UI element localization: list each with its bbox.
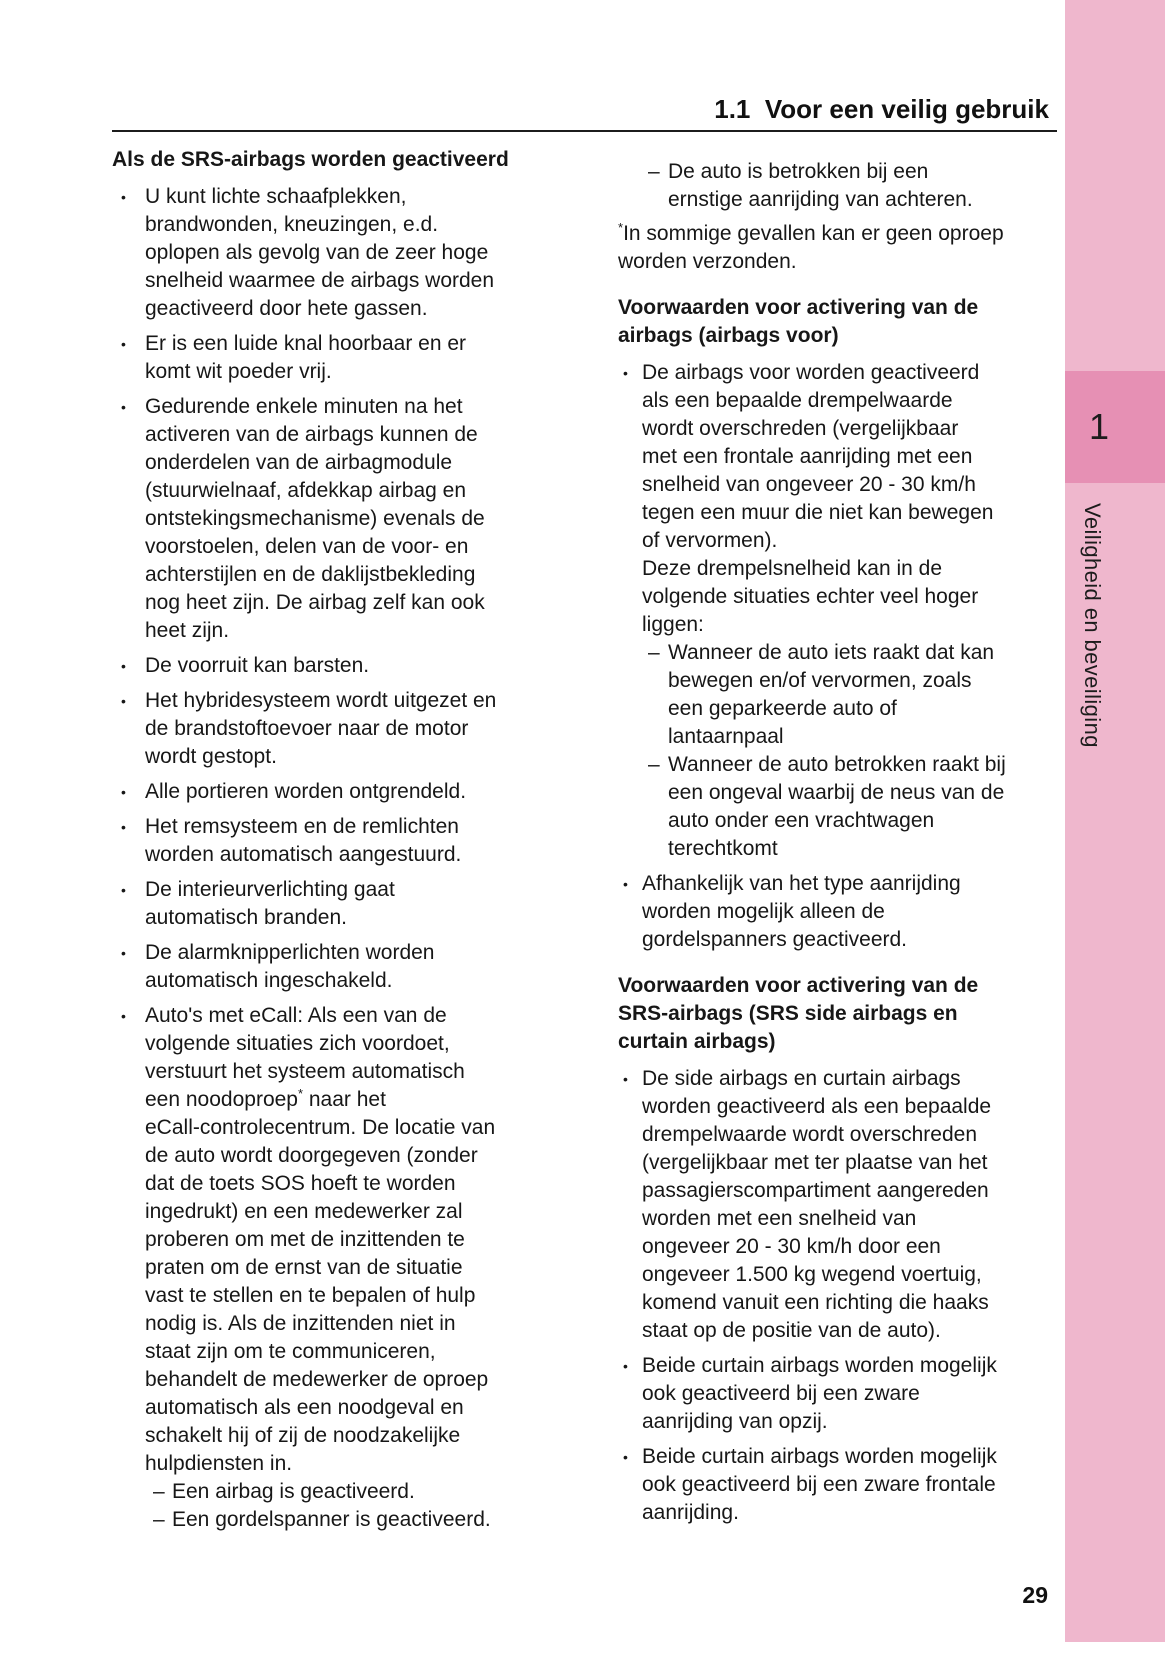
page-number: 29 xyxy=(1022,1582,1048,1608)
bullet-marker: • xyxy=(121,819,126,835)
left-column xyxy=(112,146,552,1534)
bullet-item xyxy=(618,870,1048,954)
bullet-text: Beide curtain airbags worden mogelijk ook geactiveerd bij een zware aanrijding van opzij. xyxy=(642,1354,997,1433)
bullet-item xyxy=(618,1443,1048,1527)
bullet-text: De side airbags en curtain airbags worden geactiveerd als een bepaalde drempelwaarde wordt overschreden (vergelijkbaar met ter plaatse van het passagierscompartiment aangereden worden met een snelheid van ongeveer 20 - 30 km/h door een ongeveer 1.500 kg wegend voertuig, komend vanuit een richting die haaks staat op de positie van de auto). xyxy=(642,1067,992,1342)
dash-text: Wanneer de auto iets raakt dat kan bewegen en/of vervormen, zoals een geparkeerde auto of lantaarnpaal xyxy=(668,641,995,748)
bullet-text: Het remsysteem en de remlichten worden automatisch aangestuurd. xyxy=(145,815,462,866)
bullet-item xyxy=(112,183,552,323)
bullet-text: Afhankelijk van het type aanrijding worden mogelijk alleen de gordelspanners geactiveerd. xyxy=(642,872,961,951)
bullet-item xyxy=(112,652,552,680)
footnote: *In sommige gevallen kan er geen oproep worden verzonden. xyxy=(618,220,1004,273)
bullet-marker: • xyxy=(623,1449,628,1465)
dash-item xyxy=(112,1478,552,1506)
section-heading: Voorwaarden voor activering van de airbags (airbags voor) xyxy=(618,296,979,347)
bullet-item xyxy=(112,687,552,771)
bullet-text: De airbags voor worden geactiveerd als een bepaalde drempelwaarde wordt overschreden (vergelijkbaar met een frontale aanrijding met een snelheid van ongeveer 20 - 30 km/h tegen een muur die niet kan bewegen of vervormen). xyxy=(642,361,994,552)
dash-text: Een gordelspanner is geactiveerd. xyxy=(172,1508,491,1531)
dash-marker: – xyxy=(153,1480,165,1503)
bullet-text: Beide curtain airbags worden mogelijk ook geactiveerd bij een zware frontale aanrijding. xyxy=(642,1445,997,1524)
bullet-marker: • xyxy=(121,658,126,674)
dash-marker: – xyxy=(648,641,660,664)
bullet-marker: • xyxy=(121,336,126,352)
bullet-text: U kunt lichte schaafplekken, brandwonden, kneuzingen, e.d. oplopen als gevolg van de zeer hoge snelheid waarmee de airbags worden geactiveerd door hete gassen. xyxy=(145,185,495,320)
bullet-text: Er is een luide knal hoorbaar en er komt wit poeder vrij. xyxy=(145,332,467,383)
bullet-item xyxy=(112,330,552,386)
bullet-marker: • xyxy=(121,882,126,898)
chapter-number-box xyxy=(1065,371,1165,483)
chapter-sidebar xyxy=(1065,0,1165,1642)
bullet-text: Alle portieren worden ontgrendeld. xyxy=(145,780,467,803)
dash-item xyxy=(618,751,1048,863)
bullet-item xyxy=(112,778,552,806)
right-column xyxy=(618,146,1048,1527)
bullet-item xyxy=(112,876,552,932)
header-rule xyxy=(112,130,1057,132)
bullet-text: Het hybridesysteem wordt uitgezet en de brandstoftoevoer naar de motor wordt gestopt. xyxy=(145,689,497,768)
bullet-item xyxy=(618,359,1048,555)
bullet-marker: • xyxy=(121,399,126,415)
dash-marker: – xyxy=(648,160,660,183)
dash-marker: – xyxy=(648,753,660,776)
bullet-item xyxy=(112,813,552,869)
bullet-marker: • xyxy=(623,876,628,892)
section-title: 1.1 Voor een veilig gebruik xyxy=(714,94,1049,124)
bullet-item xyxy=(112,939,552,995)
dash-text: Wanneer de auto betrokken raakt bij een ongeval waarbij de neus van de auto onder een vrachtwagen terechtkomt xyxy=(668,753,1006,860)
bullet-marker: • xyxy=(121,784,126,800)
section-heading: Als de SRS-airbags worden geactiveerd xyxy=(112,148,509,171)
bullet-marker: • xyxy=(121,945,126,961)
paragraph: Deze drempelsnelheid kan in de volgende situaties echter veel hoger liggen: xyxy=(642,557,979,636)
bullet-item xyxy=(618,1352,1048,1436)
bullet-marker: • xyxy=(121,693,126,709)
chapter-number: 1 xyxy=(1089,406,1110,447)
dash-item xyxy=(618,639,1048,751)
bullet-marker: • xyxy=(623,1071,628,1087)
bullet-item xyxy=(112,1002,552,1478)
dash-text: Een airbag is geactiveerd. xyxy=(172,1480,415,1503)
bullet-text: De interieurverlichting gaat automatisch branden. xyxy=(145,878,395,929)
bullet-marker: • xyxy=(623,365,628,381)
section-heading: Voorwaarden voor activering van de SRS-airbags (SRS side airbags en curtain airbags) xyxy=(618,974,979,1053)
bullet-item xyxy=(112,393,552,645)
bullet-marker: • xyxy=(121,1008,126,1024)
bullet-marker: • xyxy=(623,1358,628,1374)
bullet-text: Gedurende enkele minuten na het activeren van de airbags kunnen de onderdelen van de airbagmodule (stuurwielnaaf, afdekkap airbag en ontstekingsmechanisme) evenals de voorstoelen, delen van de voor- en achterstijlen en de daklijstbekleding nog heet zijn. De airbag zelf kan ook heet zijn. xyxy=(145,395,485,642)
dash-marker: – xyxy=(153,1508,165,1531)
bullet-item xyxy=(618,1065,1048,1345)
bullet-text: Auto's met eCall: Als een van de volgende situaties zich voordoet, verstuurt het systeem automatisch een noodoproep* naar het eCall-controlecentrum. De locatie van de auto wordt doorgegeven (zonder dat de toets SOS hoeft te worden ingedrukt) en een medewerker zal proberen om met de inzittenden te praten om de ernst van de situatie vast te stellen en te bepalen of hulp nodig is. Als de inzittenden niet in staat zijn om te communiceren, behandelt de medewerker de oproep automatisch als een noodgeval en schakelt hij of zij de noodzakelijke hulpdiensten in. xyxy=(145,1004,496,1475)
dash-text: De auto is betrokken bij een ernstige aanrijding van achteren. xyxy=(668,160,973,211)
chapter-title-vertical: Veiligheid en beveiliging xyxy=(1080,503,1105,748)
dash-item xyxy=(112,1506,552,1534)
bullet-text: De voorruit kan barsten. xyxy=(145,654,370,677)
bullet-marker: • xyxy=(121,189,126,205)
dash-item xyxy=(618,158,1048,214)
bullet-text: De alarmknipperlichten worden automatisch ingeschakeld. xyxy=(145,941,435,992)
